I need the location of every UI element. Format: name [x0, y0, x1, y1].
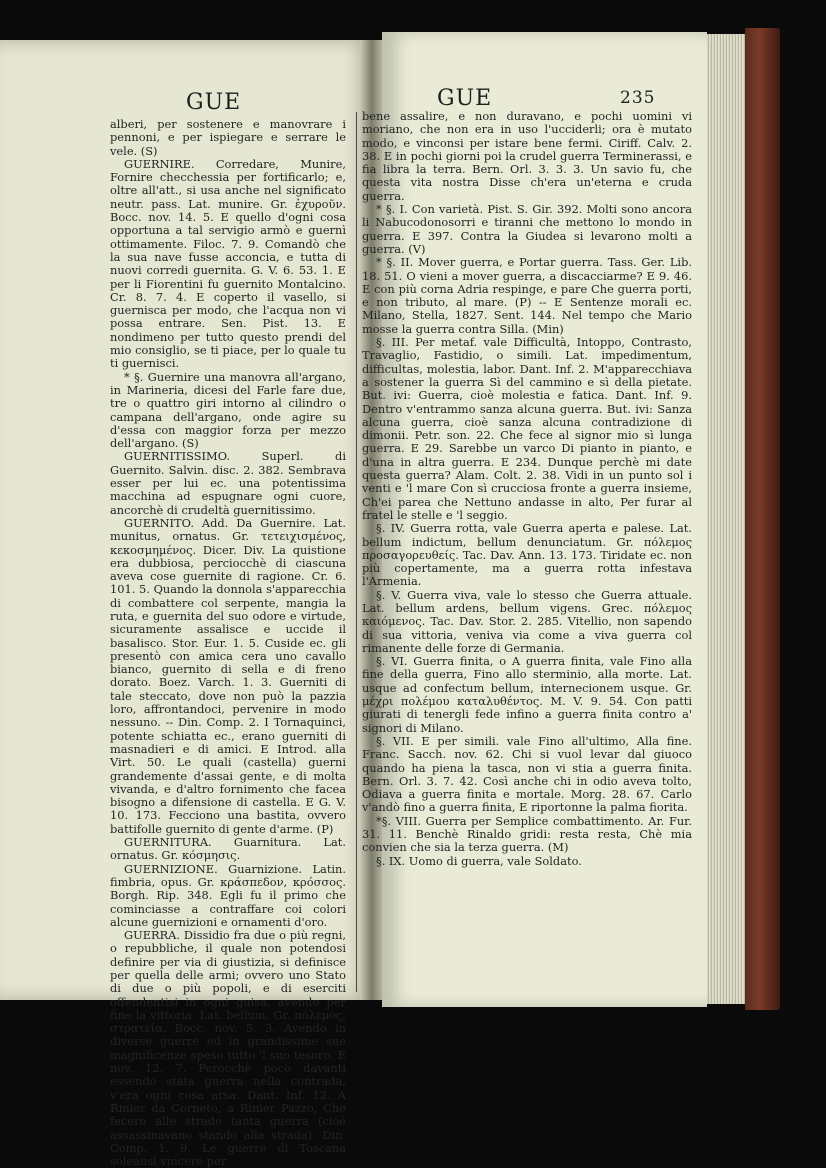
section-4: §. IV. Guerra rotta, vale Guerra aperta e palese. Lat. bellum indictum, bellum denunciatum. Gr. πόλεμος προσαγορευθείς. Tac. Dav. Ann. 13. 173. Tiridate ec. non più copertamente, ma a guerra rotta infestava l'Armenia.	[362, 521, 692, 589]
entry-guernito: GUERNITO. Add. Da Guernire. Lat. munitus, ornatus. Gr. τετειχισμένος, κεκοσμημένος. Dicer. Div. La quistione era dubbiosa, perciocchè di ciascuna aveva cose guernite di ragione. Cr. 6. 101. 5. Quando la donnola s'apparecchia di combattere col serpente, mangia la ruta, e guernita del suo odore e virtude, sicuramente assalisce e uccide il basalisco. Stor. Eur. 1. 5. Cuside ec. gli presentò con amica cera uno cavallo bianco, guernito di sella e di freno dorato. Boez. Varch. 1. 3. Guerniti di tale steccato, dove non può la pazzia loro, affrontandoci, pervenire in modo nessuno. -- Din. Comp. 2. I Tornaquinci, potente schiatta ec., erano guerniti di masnadieri e di amici. E Introd. alla Virt. 50. Le quali (castella) guerni grandemente d'assai gente, e di molta vivanda, e d'altro fornimento che facea bisogno a difensione di castella. E G. V. 10. 173. Fecciono una bastita, ovvero battifolle guernito di gente d'arme. (P)	[110, 515, 346, 836]
column-rule	[356, 112, 357, 992]
page-edges	[707, 34, 745, 1004]
section-7: §. VII. E per simili. vale Fino all'ultimo, Alla fine. Franc. Sacch. nov. 62. Chi si vuol levar dal giuoco quando ha piena la tasca, non vi stia a guerra finita. Bern. Orl. 3. 7. 42. Così anche chi in odio aveva tolto, Odiava a guerra finita e mortale. Morg. 28. 67. Carlo v'andò fino a guerra finita, E riportonne la palma fiorita.	[362, 733, 692, 815]
paragraph: bene assalire, e non duravano, e pochi uomini vi moriano, che non era in uso l'ucciderli; ora è mutato modo, e vinconsi per istare bene fermi. Ciriff. Calv. 2. 38. E in pochi giorni poi la crudel guerra Terminerassi, e fia libra la terra. Bern. Orl. 3. 3. 3. Un savio fu, che questa vita nostra Disse ch'era un'eterna e cruda guerra.	[362, 109, 692, 203]
section-8: *§. VIII. Guerra per Semplice combattimento. Ar. Fur. 31. 11. Benchè Rinaldo gridi: resta resta, Chè mia convien che sia la terza guerra. (M)	[362, 813, 692, 855]
entry-guerra: GUERRA. Dissidio fra due o più regni, o repubbliche, il quale non potendosi definire per via di giustizia, si definisce per quella delle armi; ovvero uno Stato di due o più popoli, e di eserciti offendentisi in ogni guisa, avendo per fine la vittoria. Lat. bellum. Gr. πόλεμος, στρατεία. Bocc. nov. 5. 3. Avendo in diverse guerre ed in grandissime sue magnificenze speso tutto 'l suo tesoro. E nov. 12. 7. Perocchè poco davanti essendo stata guerra nella contrada, v'era ogni cosa arsa. Dant. Inf. 12. A Rinier da Corneto, a Rinier Pazzo, Che fecero alle strade tanta guerra (cioè assassinavano stando alla strada). Din. Comp. 1. 9. Le guerre di Toscana soleansi vincere per	[110, 928, 346, 1168]
paragraph: alberi, per sostenere e manovrare i pennoni, e per ispiegare e serrare le vele. (S)	[110, 117, 346, 158]
book-cover-edge	[745, 28, 780, 1010]
left-running-header: GUE	[186, 90, 242, 115]
section-6: §. VI. Guerra finita, o A guerra finita, vale Fino alla fine della guerra, Fino allo sterminio, alla morte. Lat. usque ad confectum bellum, internecionem usque. Gr. μέχρι πολέμου καταλυθέντος. M. V. 9. 54. Con patti giurati di tenergli fede infino a guerra finita contro a' signori di Milano.	[362, 654, 692, 735]
entry-guernire-marineria: * §. Guernire una manovra all'argano, in Marineria, dicesi del Farle fare due, tre o quattro giri intorno al cilindro o campana dell'argano, onde agire su d'essa con maggior forza per mezzo dell'argano. (S)	[110, 369, 346, 451]
left-column	[110, 117, 346, 1168]
section-1: * §. I. Con varietà. Pist. S. Gir. 392. Molti sono ancora li Nabucodonosorri e tiranni che mettono lo mondo in guerra. E 397. Contra la Giudea si levarono molti a guerra. (V)	[362, 202, 692, 256]
right-column	[362, 110, 692, 995]
section-2: * §. II. Mover guerra, e Portar guerra. Tass. Ger. Lib. 18. 51. O vieni a mover guerra, a discacciarme? E 9. 46. E con più corna Adria respinge, e pare Che guerra porti, e non tributo, al mare. (P) -- E Sentenze morali ec. Milano, Stella, 1827. Sent. 144. Nel tempo che Mario mosse la guerra contra Silla. (Min)	[362, 255, 692, 336]
section-3: §. III. Per metaf. vale Difficultà, Intoppo, Contrasto, Travaglio, Fastidio, o simili. Lat. impedimentum, difficultas, molestia, labor. Dant. Inf. 2. M'apparecchiava a sostener la guerra Sì del cammino e sì della pietate. But. ivi: Guerra, cioè molestia e fatica. Dant. Inf. 9. Dentro v'entrammo sanza alcuna guerra. But. ivi: Sanza alcuna guerra, cioè sanza alcuna contradizione di dimonii. Petr. son. 22. Che fece al signor mio sì lunga guerra. E 29. Sarebbe un varco Di pianto in pianto, e d'una in altra guerra. E 234. Dunque perchè mi date questa guerra? Alam. Colt. 2. 38. Vidi in un punto sol i venti e 'l mare Con sì crucciosa fronte a guerra insieme, Ch'ei parea che Nettuno andasse in alto, Per furar al fratel le stelle e 'l seggio.	[362, 335, 692, 522]
page-number: 235	[620, 88, 656, 108]
entry-guernire: GUERNIRE. Corredare, Munire, Fornire checchessia per fortificarlo; e, oltre all'att., si usa anche nel significato neutr. pass. Lat. munire. Gr. ἐχυροῦν. Bocc. nov. 14. 5. E quello d'ogni cosa opportuna a tal servigio armò e guernì ottimamente. Filoc. 7. 9. Comandò che la sua nave fusse acconcia, e tutta di nuovi corredi guernita. G. V. 6. 53. 1. E per li Fiorentini fu guernito Montalcino. Cr. 8. 7. 4. E coperto il vasello, si guernisca per modo, che l'acqua non vi possa entrare. Sen. Pist. 13. E nondimeno per tutto questo prendi del mio consiglio, se ti piace, per lo quale tu ti guernisci.	[110, 156, 346, 371]
section-9: §. IX. Uomo di guerra, vale Soldato.	[376, 853, 582, 868]
section-5: §. V. Guerra viva, vale lo stesso che Guerra attuale. Lat. bellum ardens, bellum vigens. Grec. πόλεμος καιόμενος. Tac. Dav. Stor. 2. 285. Vitellio, non sapendo di sua vittoria, veniva via come a viva guerra col rimanente delle forze di Germania.	[362, 587, 692, 655]
entry-guernizione: GUERNIZIONE. Guarnizione. Latin. fimbria, opus. Gr. κράσπεδον, κρόσσος. Borgh. Rip. 348. Egli fu il primo che cominciasse a contraffare coi colori alcune guernizioni e ornamenti d'oro.	[110, 861, 346, 929]
entry-guernitissimo: GUERNITISSIMO. Superl. di Guernito. Salvin. disc. 2. 382. Sembrava esser per lui ec. una potentissima macchina ad espugnare ogni cuore, ancorchè di crudeltà guernitissimo.	[110, 449, 346, 517]
right-running-header: GUE	[437, 86, 493, 111]
entry-guernitura: GUERNITURA. Guarnitura. Lat. ornatus. Gr. κόσμησις.	[110, 835, 346, 863]
